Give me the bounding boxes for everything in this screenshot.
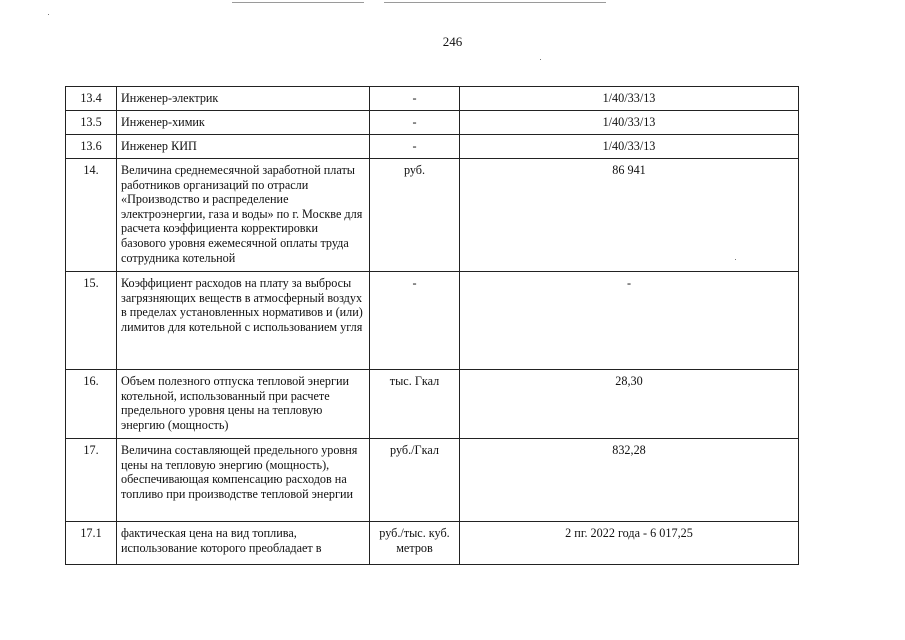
row-value: 1/40/33/13 [460, 135, 799, 159]
table-row [66, 87, 799, 111]
row-name: фактическая цена на вид топлива, использование которого преобладает в [117, 522, 370, 565]
table-row [66, 135, 799, 159]
row-value: 1/40/33/13 [460, 87, 799, 111]
table-row [66, 439, 799, 522]
row-name: Инженер-химик [117, 111, 370, 135]
table-row [66, 159, 799, 272]
row-value: 832,28 [460, 439, 799, 522]
row-name: Инженер-электрик [117, 87, 370, 111]
row-value: 1/40/33/13 [460, 111, 799, 135]
page-number: 246 [442, 34, 463, 49]
row-unit: руб./тыс. куб. метров [370, 522, 460, 565]
row-number: 14. [66, 159, 117, 272]
row-number: 17. [66, 439, 117, 522]
table-row [66, 522, 799, 565]
row-unit: - [370, 272, 460, 370]
row-unit: руб./Гкал [370, 439, 460, 522]
row-name: Величина составляющей предельного уровня цены на тепловую энергию (мощность), обеспечивающая компенсацию расходов на топливо при производстве тепловой энергии [117, 439, 370, 522]
scan-speck [540, 59, 541, 60]
table-row [66, 111, 799, 135]
row-number: 13.6 [66, 135, 117, 159]
row-unit: тыс. Гкал [370, 370, 460, 439]
row-name: Величина среднемесячной заработной платы работников организаций по отрасли «Производство и распределение электроэнергии, газа и воды» по г. Москве для расчета коэффициента корректировки базового уровня ежемесячной оплаты труда сотрудника котельной [117, 159, 370, 272]
row-unit: - [370, 135, 460, 159]
row-unit: - [370, 111, 460, 135]
row-unit: - [370, 87, 460, 111]
row-number: 15. [66, 272, 117, 370]
scan-artifact-line [384, 2, 606, 3]
row-number: 13.5 [66, 111, 117, 135]
row-name: Объем полезного отпуска тепловой энергии котельной, использованный при расчете предельного уровня цены на тепловую энергию (мощность) [117, 370, 370, 439]
scan-artifact-line [232, 2, 364, 3]
row-number: 16. [66, 370, 117, 439]
row-value: 28,30 [460, 370, 799, 439]
row-number: 13.4 [66, 87, 117, 111]
row-value: 86 941 [460, 159, 799, 272]
row-unit: руб. [370, 159, 460, 272]
row-name: Инженер КИП [117, 135, 370, 159]
row-value: - [460, 272, 799, 370]
data-table [65, 86, 799, 565]
table-row [66, 272, 799, 370]
row-name: Коэффициент расходов на плату за выбросы загрязняющих веществ в атмосферный воздух в пределах установленных нормативов и (или) лимитов для котельной с использованием угля [117, 272, 370, 370]
scan-speck [48, 14, 49, 15]
table-row [66, 370, 799, 439]
row-number: 17.1 [66, 522, 117, 565]
row-value: 2 пг. 2022 года - 6 017,25 [460, 522, 799, 565]
